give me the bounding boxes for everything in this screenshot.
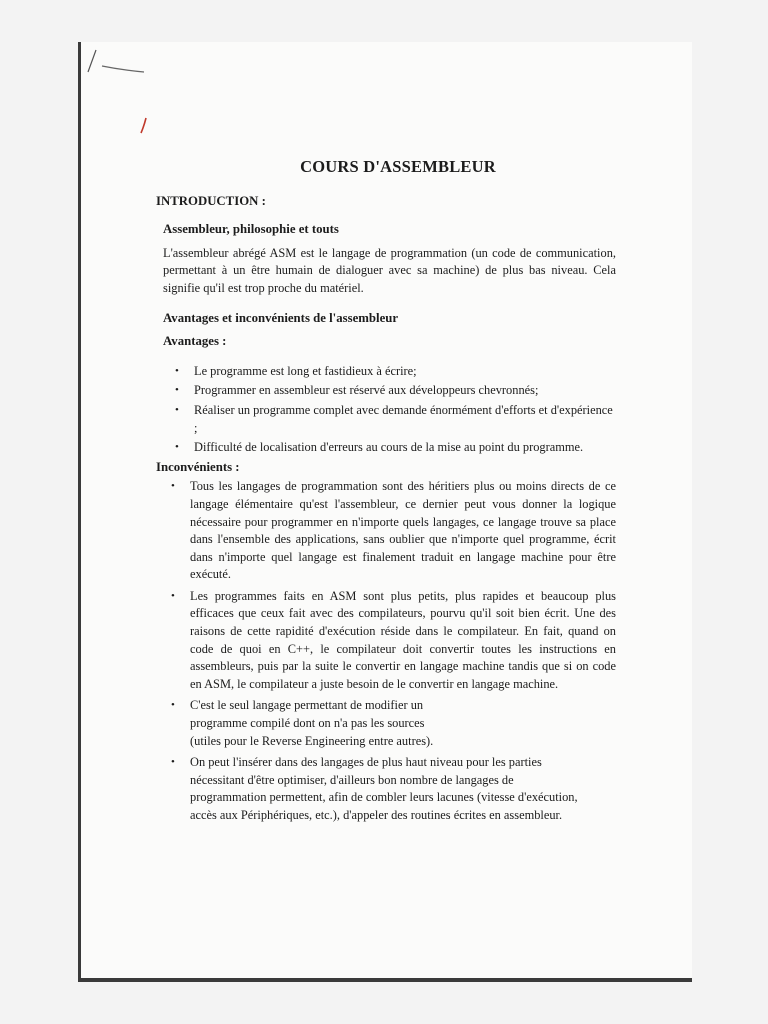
disadvantages-heading: Inconvénients : — [156, 459, 240, 474]
pen-mark — [82, 48, 152, 78]
intro-paragraph: L'assembleur abrégé ASM est le langage de programmation (un code de communication, permettant à un être humain de dialoguer avec sa machine) de plus bas niveau. Cela signifie qu'il est trop proche du matériel. — [163, 245, 616, 295]
document-body — [156, 158, 616, 829]
list-item: • C'est le seul langage permettant de modifier un programme compilé dont on n'a pas les sources (utiles pour le Reverse Engineering entre autres). — [171, 698, 434, 748]
bullet-icon: • — [171, 480, 175, 493]
list-item: • Difficulté de localisation d'erreurs au cours de la mise au point du programme. — [174, 439, 616, 457]
bullet-icon: • — [171, 589, 175, 602]
bullet-icon: • — [175, 384, 179, 397]
bullet-icon: • — [175, 364, 179, 377]
list-item: • On peut l'insérer dans des langages de plus haut niveau pour les parties nécessitant d'être optimiser, d'ailleurs bon nombre de langages de programmation permettent, afin de combler leurs lacunes (vitesse d'exécution, accès aux Périphériques, etc.), d'appeler des routines écrites en assembleur. — [171, 755, 578, 822]
intro-heading: INTRODUCTION : — [156, 193, 266, 208]
list-item: • Le programme est long et fastidieux à écrire; — [174, 363, 616, 381]
disadvantages-list — [170, 478, 616, 824]
list-item: • Les programmes faits en ASM sont plus petits, plus rapides et beaucoup plus efficaces que ceux fait avec des compilateurs, pourvu qu'il soit bien écrit. Une des raisons de cette rapidité d'exécution réside dans le compilateur. En fait, quand on code de quoi en C++, le compilateur doit convertir toutes les instructions en assembleurs, puis par la suite le convertir en langage machine tandis que si on code en ASM, le compilateur a juste besoin de le convertir en langage machine. — [171, 588, 616, 691]
bullet-icon: • — [175, 403, 179, 416]
bullet-icon: • — [175, 441, 179, 454]
bullet-icon: • — [171, 756, 175, 769]
list-item: • Réaliser un programme complet avec demande énormément d'efforts et d'expérience ; — [175, 402, 613, 435]
section-heading: Assembleur, philosophie et touts — [163, 222, 339, 237]
list-item: • Tous les langages de programmation sont des héritiers plus ou moins directs de ce langage élémentaire qu'est l'assembleur, ce dernier peut vous donner la logique nécessaire pour programmer en n'importe quels langages, ce langage trouve sa place dans l'ensemble des applications, sans oublier que n'importe quel programme, écrit dans n'importe quel langage est finalement traduit en langage machine pour être exécuté. — [171, 479, 616, 582]
advantages-list — [174, 363, 616, 457]
bullet-icon: • — [171, 699, 175, 712]
page-title: COURS D'ASSEMBLEUR — [300, 157, 496, 176]
section-heading: Avantages et inconvénients de l'assembleur — [163, 310, 399, 325]
advantages-heading: Avantages : — [163, 334, 227, 349]
red-pen-mark — [138, 116, 152, 136]
list-item: • Programmer en assembleur est réservé aux développeurs chevronnés; — [174, 382, 616, 400]
